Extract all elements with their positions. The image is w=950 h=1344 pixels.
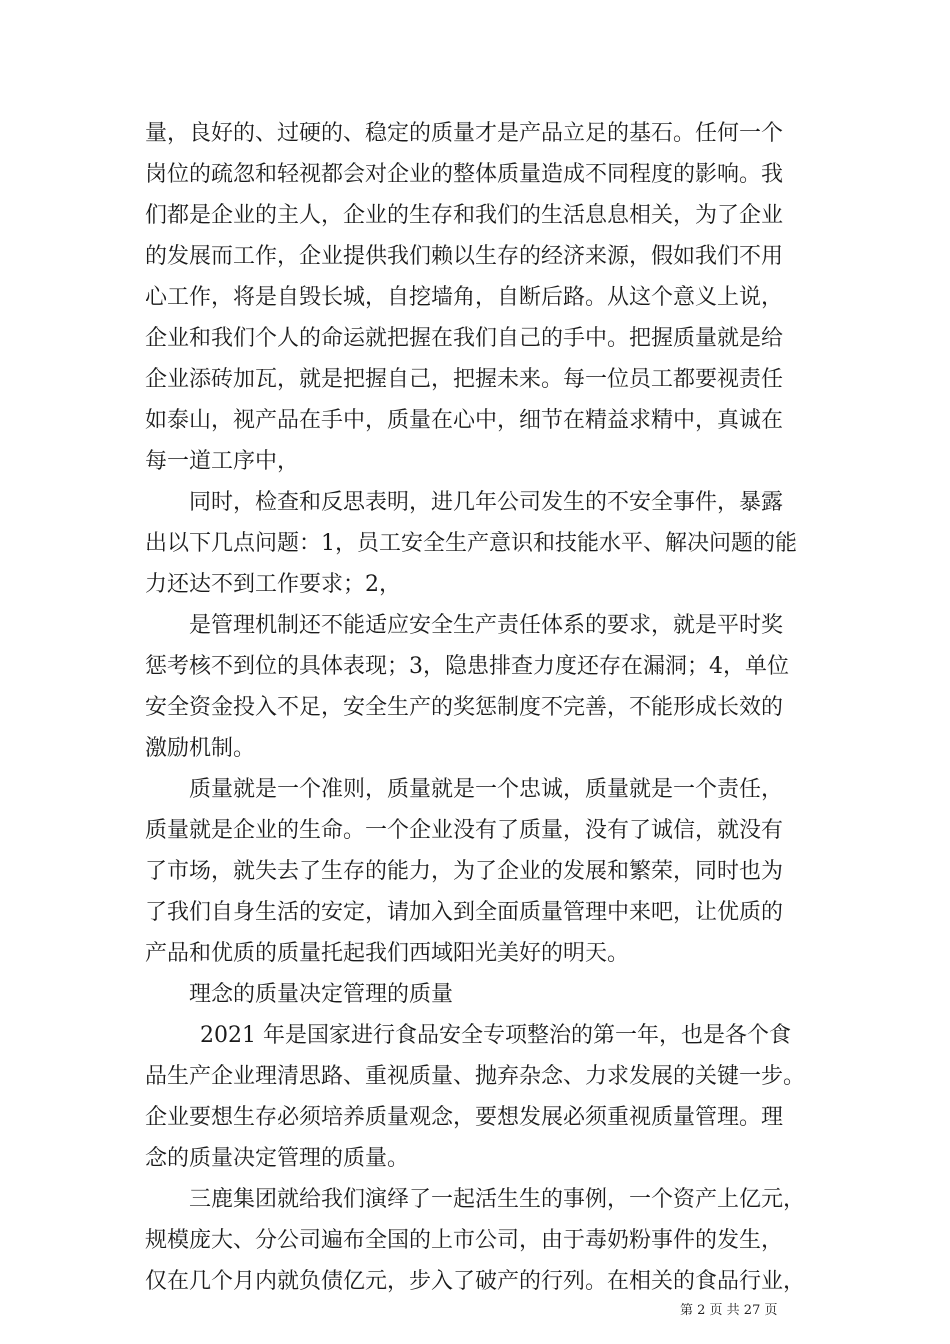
text-line: 岗位的疏忽和轻视都会对企业的整体质量造成不同程度的影响。我 (145, 162, 784, 187)
page-number: 第 2 页 共 27 页 (680, 1303, 778, 1318)
text-line: 品生产企业理清思路、重视质量、抛弃杂念、力求发展的关键一步。 (145, 1064, 806, 1089)
text-line: 产品和优质的质量托起我们西域阳光美好的明天。 (145, 941, 630, 966)
text-line: 了我们自身生活的安定，请加入到全面质量管理中来吧，让优质的 (145, 900, 784, 925)
text-line: 量，良好的、过硬的、稳定的质量才是产品立足的基石。任何一个 (145, 121, 784, 146)
text-line: 安全资金投入不足，安全生产的奖惩制度不完善，不能形成长效的 (145, 695, 784, 720)
text-line: 念的质量决定管理的质量。 (145, 1146, 410, 1171)
text-line: 仅在几个月内就负债亿元，步入了破产的行列。在相关的食品行业， (145, 1269, 806, 1294)
text-line: 每一道工序中， (145, 449, 300, 474)
text-line: 了市场，就失去了生存的能力，为了企业的发展和繁荣，同时也为 (145, 859, 784, 884)
text-line: 质量就是一个准则，质量就是一个忠诚，质量就是一个责任， (189, 777, 784, 802)
text-line: 惩考核不到位的具体表现；3，隐患排查力度还存在漏洞；4，单位 (145, 654, 789, 679)
text-line: 企业和我们个人的命运就把握在我们自己的手中。把握质量就是给 (145, 326, 784, 351)
section-heading: 理念的质量决定管理的质量 (189, 982, 454, 1007)
text-line: 规模庞大、分公司遍布全国的上市公司，由于毒奶粉事件的发生， (145, 1228, 784, 1253)
text-line: 心工作，将是自毁长城，自挖墙角，自断后路。从这个意义上说， (145, 285, 784, 310)
text-line: 们都是企业的主人，企业的生存和我们的生活息息相关，为了企业 (145, 203, 784, 228)
text-line: 的发展而工作，企业提供我们赖以生存的经济来源，假如我们不用 (145, 244, 784, 269)
text-line: 质量就是企业的生命。一个企业没有了质量，没有了诚信，就没有 (145, 818, 784, 843)
text-line: 三鹿集团就给我们演绎了一起活生生的事例，一个资产上亿元， (189, 1187, 806, 1212)
text-line: 是管理机制还不能适应安全生产责任体系的要求，就是平时奖 (189, 613, 784, 638)
text-line: 同时，检查和反思表明，进几年公司发生的不安全事件，暴露 (189, 490, 784, 515)
text-line: 企业要想生存必须培养质量观念，要想发展必须重视质量管理。理 (145, 1105, 784, 1130)
text-line: 力还达不到工作要求；2， (145, 572, 401, 597)
text-line: 2021 年是国家进行食品安全专项整治的第一年，也是各个食 (200, 1023, 791, 1048)
text-line: 激励机制。 (145, 736, 256, 761)
text-line: 出以下几点问题：1，员工安全生产意识和技能水平、解决问题的能 (145, 531, 797, 556)
text-line: 如泰山，视产品在手中，质量在心中，细节在精益求精中，真诚在 (145, 408, 784, 433)
text-line: 企业添砖加瓦，就是把握自己，把握未来。每一位员工都要视责任 (145, 367, 784, 392)
